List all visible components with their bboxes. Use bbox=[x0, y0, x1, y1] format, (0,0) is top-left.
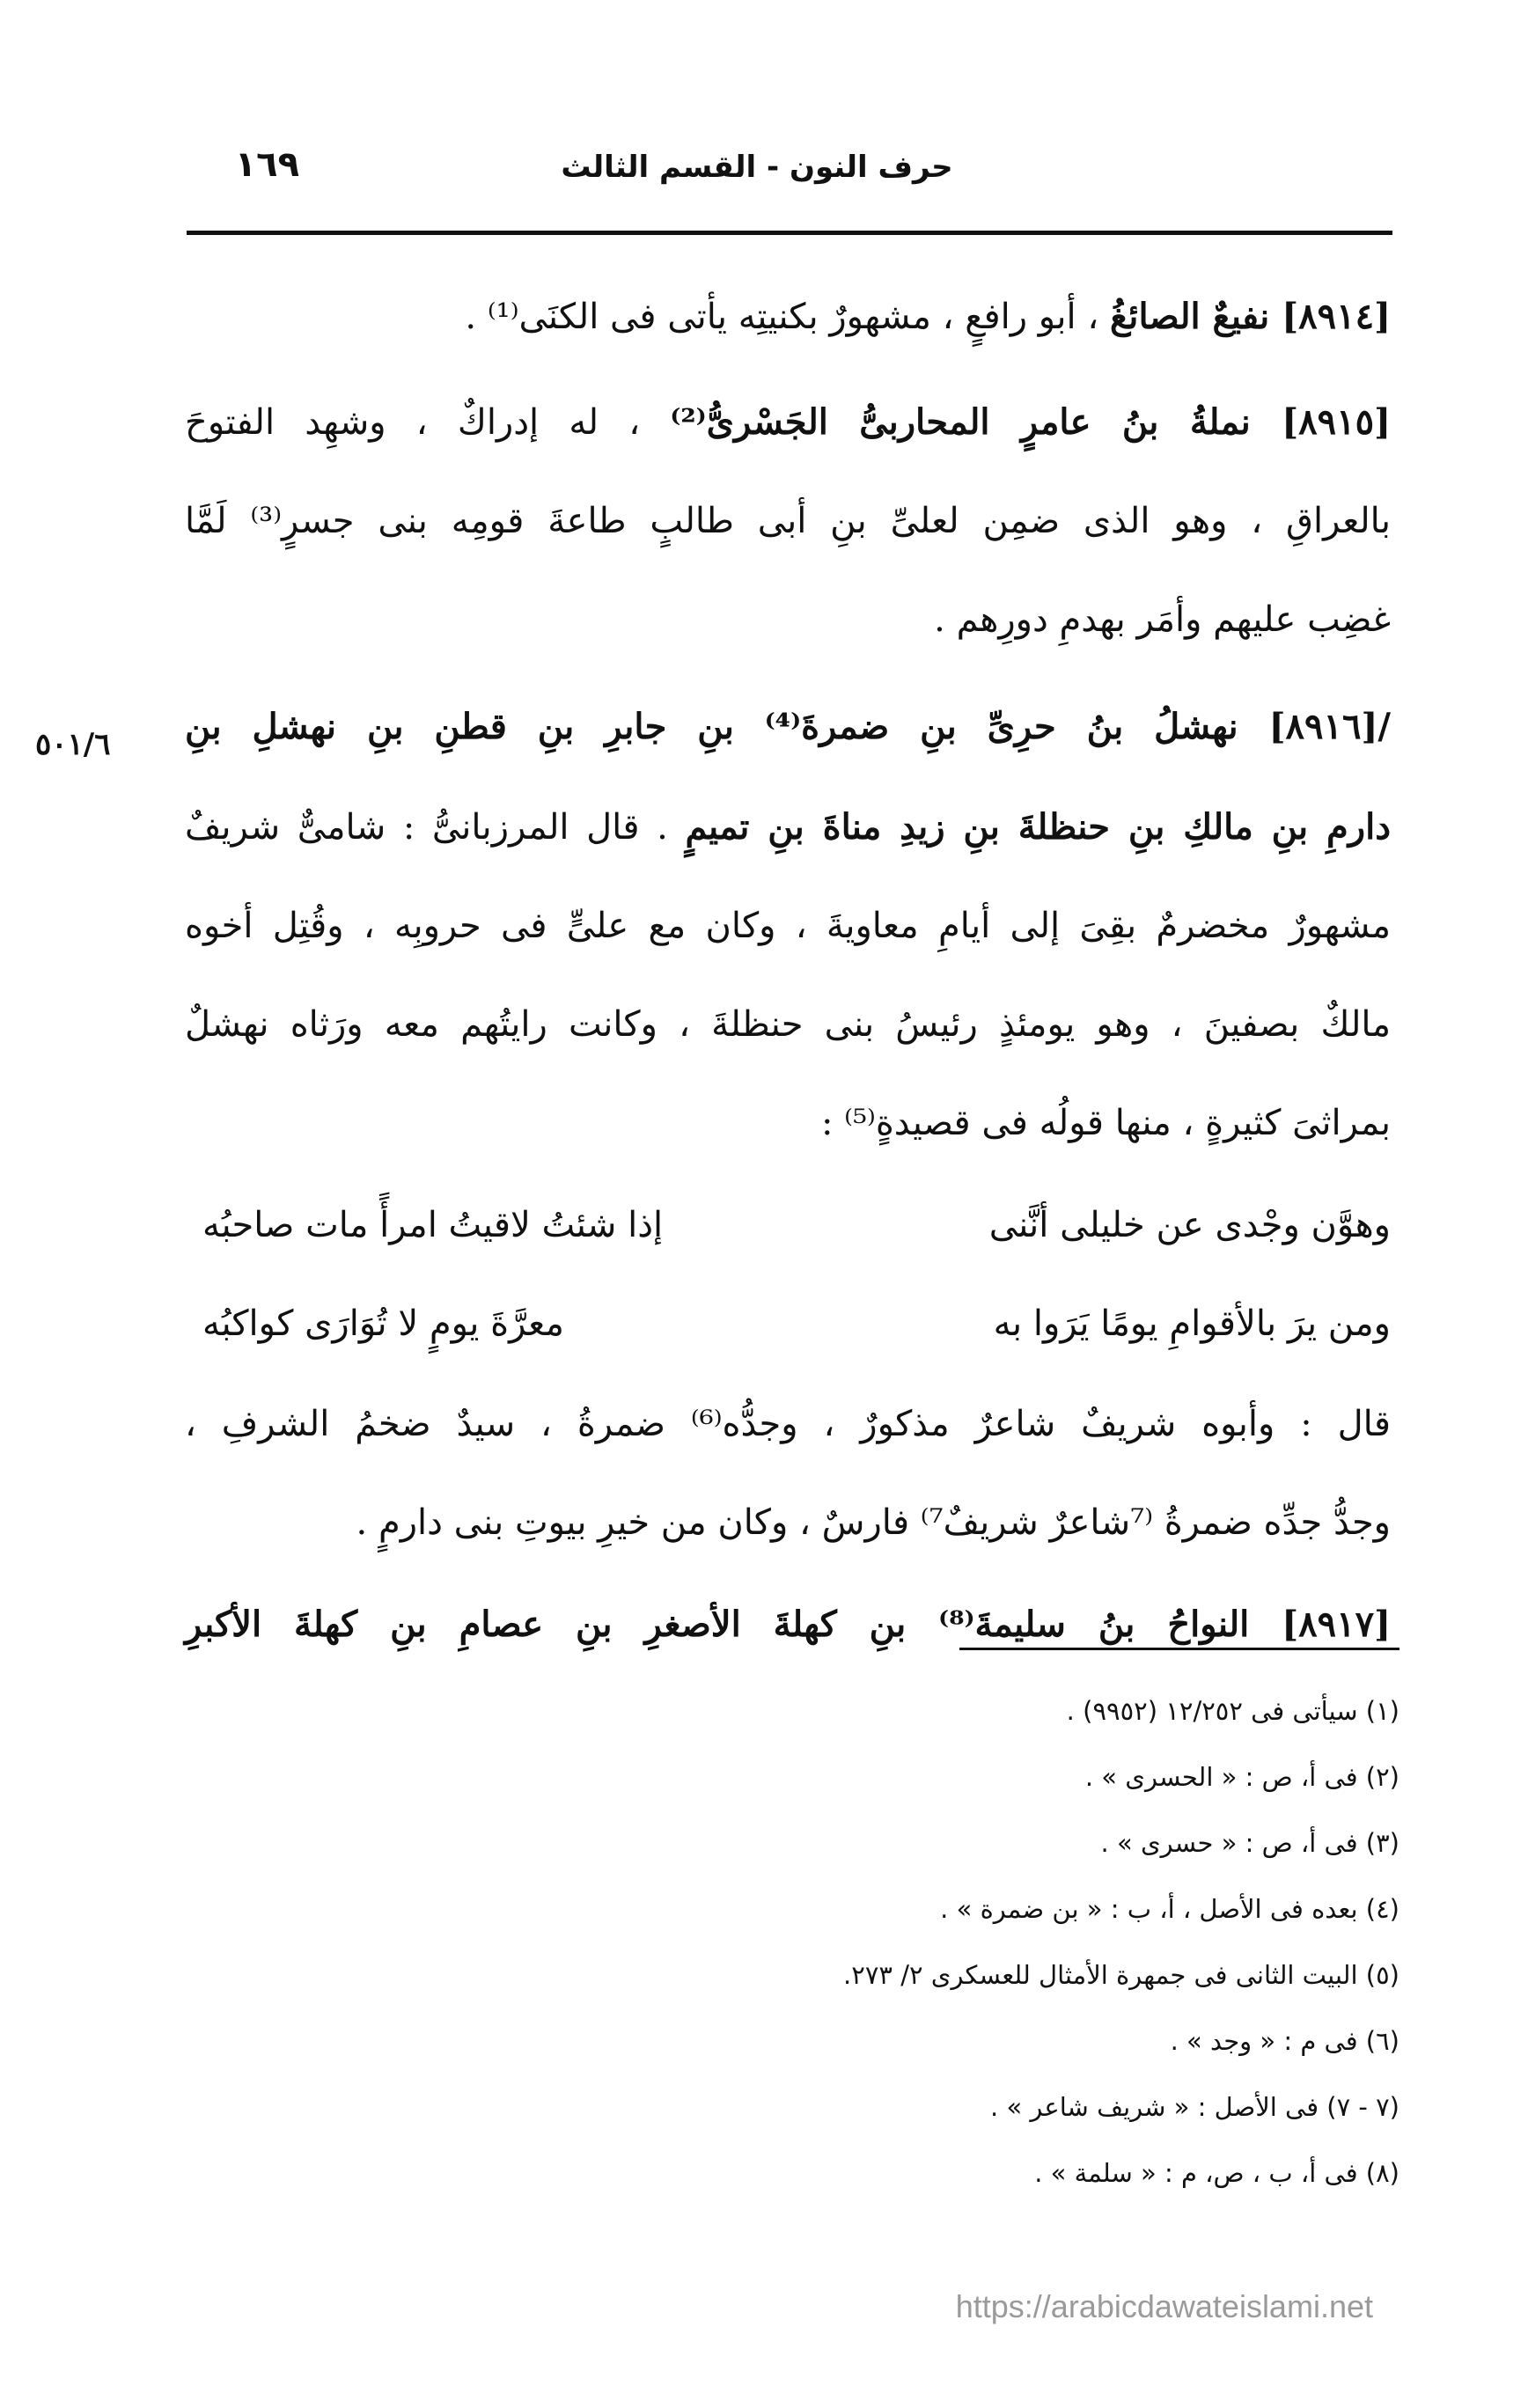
body-line bbox=[185, 1496, 1391, 1549]
entry-heading: [٨٩١٧] النواحُ بنُ سليمةَ⁽⁸⁾ بنِ كهلةَ الأصغرِ بنِ عصامِ بنِ كهلةَ الأكبرِ bbox=[185, 1604, 1391, 1645]
footnote-7: (٧ - ٧) فى الأصل : « شريف شاعر » . bbox=[990, 2092, 1399, 2122]
entry-8916-line bbox=[185, 701, 1391, 753]
body-text: مشهورٌ مخضرمٌ بقِىَ إلى أيامِ معاويةَ ، وكان مع علىٍّ فى حروبِه ، وقُتِل أخوه bbox=[185, 906, 1391, 946]
footnote-8: (٨) فى أ، ب ، ص، م : « سلمة » . bbox=[1034, 2158, 1399, 2188]
footnote-1: (١) سيأتى فى ١٢/٢٥٢ (٩٩٥٢) . bbox=[1066, 1696, 1399, 1726]
body-line bbox=[185, 899, 1391, 952]
entry-heading-continued: دارمِ بنِ مالكِ بنِ حنظلةَ بنِ زيدِ مناةَ بنِ تميمٍ bbox=[685, 806, 1392, 848]
footnote-2: (٢) فى أ، ص : « الحسرى » . bbox=[1084, 1762, 1399, 1792]
footnote-3: (٣) فى أ، ص : « حسرى » . bbox=[1100, 1828, 1399, 1858]
watermark-url: https://arabicdawateislami.net bbox=[955, 2288, 1373, 2324]
entry-heading: /[٨٩١٦] نهشلُ بنُ حرِىِّ بنِ ضمرةَ⁽⁴⁾ بنِ جابرِ بنِ قطنِ بنِ نهشلِ بنِ bbox=[185, 706, 1391, 747]
header-rule bbox=[187, 231, 1392, 235]
body-text: . قال المرزبانىُّ : شامىٌّ شريفٌ bbox=[185, 807, 668, 848]
body-text: بالعراقِ ، وهو الذى ضمِن لعلىِّ بنِ أبى طالبٍ طاعةَ قومِه بنى جسرٍ⁽³⁾ لَمَّا bbox=[185, 501, 1391, 541]
entry-text: ، له إدراكٌ ، وشهِد الفتوحَ bbox=[185, 402, 641, 443]
body-text: مالكٌ بصفينَ ، وهو يومئذٍ رئيسُ بنى حنظلةَ ، وكانت رايتُهم معه ورَثاه نهشلٌ bbox=[185, 1004, 1391, 1045]
running-header-title: حرف النون - القسم الثالث bbox=[561, 150, 953, 185]
entry-8915-line bbox=[185, 396, 1391, 449]
body-line bbox=[185, 801, 1391, 854]
entry-text: ، أبو رافعٍ ، مشهورٌ بكنيتِه يأتى فى الكنَى⁽¹⁾ . bbox=[465, 297, 1099, 337]
body-line bbox=[185, 998, 1391, 1051]
footnote-6: (٦) فى م : « وجد » . bbox=[1170, 2026, 1399, 2056]
entry-8914-line bbox=[185, 290, 1391, 343]
entry-8917-line bbox=[185, 1598, 1391, 1651]
entry-heading: [٨٩١٥] نملةُ بنُ عامرٍ المحاربىُّ الجَسْرىُّ⁽²⁾ bbox=[670, 401, 1391, 443]
verse-1-second-hemistich: إذا شئتُ لاقيتُ امرأً مات صاحبُه bbox=[202, 1205, 664, 1245]
margin-reference: ٥٠١/٦ bbox=[35, 727, 111, 762]
entry-heading: [٨٩١٤] نفيعٌ الصائغُ bbox=[1110, 296, 1391, 337]
verse-1-first-hemistich: وهوَّن وجْدى عن خليلى أنَّنى bbox=[988, 1205, 1391, 1245]
page-number: ١٦٩ bbox=[234, 144, 299, 185]
body-line bbox=[185, 593, 1391, 646]
body-line bbox=[185, 1097, 1391, 1149]
body-text: قال : وأبوه شريفٌ شاعرٌ مذكورٌ ، وجدُّه⁽⁶⁾ ضمرةُ ، سيدٌ ضخمُ الشرفِ ، bbox=[185, 1404, 1391, 1444]
body-text: بمراثىَ كثيرةٍ ، منها قولُه فى قصيدةٍ⁽⁵⁾ : bbox=[820, 1103, 1391, 1143]
body-line bbox=[185, 1398, 1391, 1450]
body-text: غضِب عليهم وأمَر بهدمِ دورِهم . bbox=[934, 599, 1391, 640]
body-line bbox=[185, 495, 1391, 547]
verse-2-first-hemistich: ومن يرَ بالأقوامِ يومًا يَرَوا به bbox=[993, 1303, 1391, 1344]
footnote-4: (٤) بعده فى الأصل ، أ، ب : « بن ضمرة » . bbox=[940, 1894, 1399, 1924]
footnote-5: (٥) البيت الثانى فى جمهرة الأمثال للعسكرى ٢/ ٢٧٣. bbox=[843, 1960, 1399, 1990]
footnote-rule bbox=[959, 1648, 1399, 1650]
verse-2-second-hemistich: معرَّةَ يومٍ لا تُوَارَى كواكبُه bbox=[202, 1303, 564, 1344]
body-text: وجدُّ جدِّه ضمرةُ ⁽⁷شاعرٌ شريفٌ⁷⁾ فارسٌ ، وكان من خيرِ بيوتِ بنى دارمٍ . bbox=[356, 1502, 1391, 1543]
